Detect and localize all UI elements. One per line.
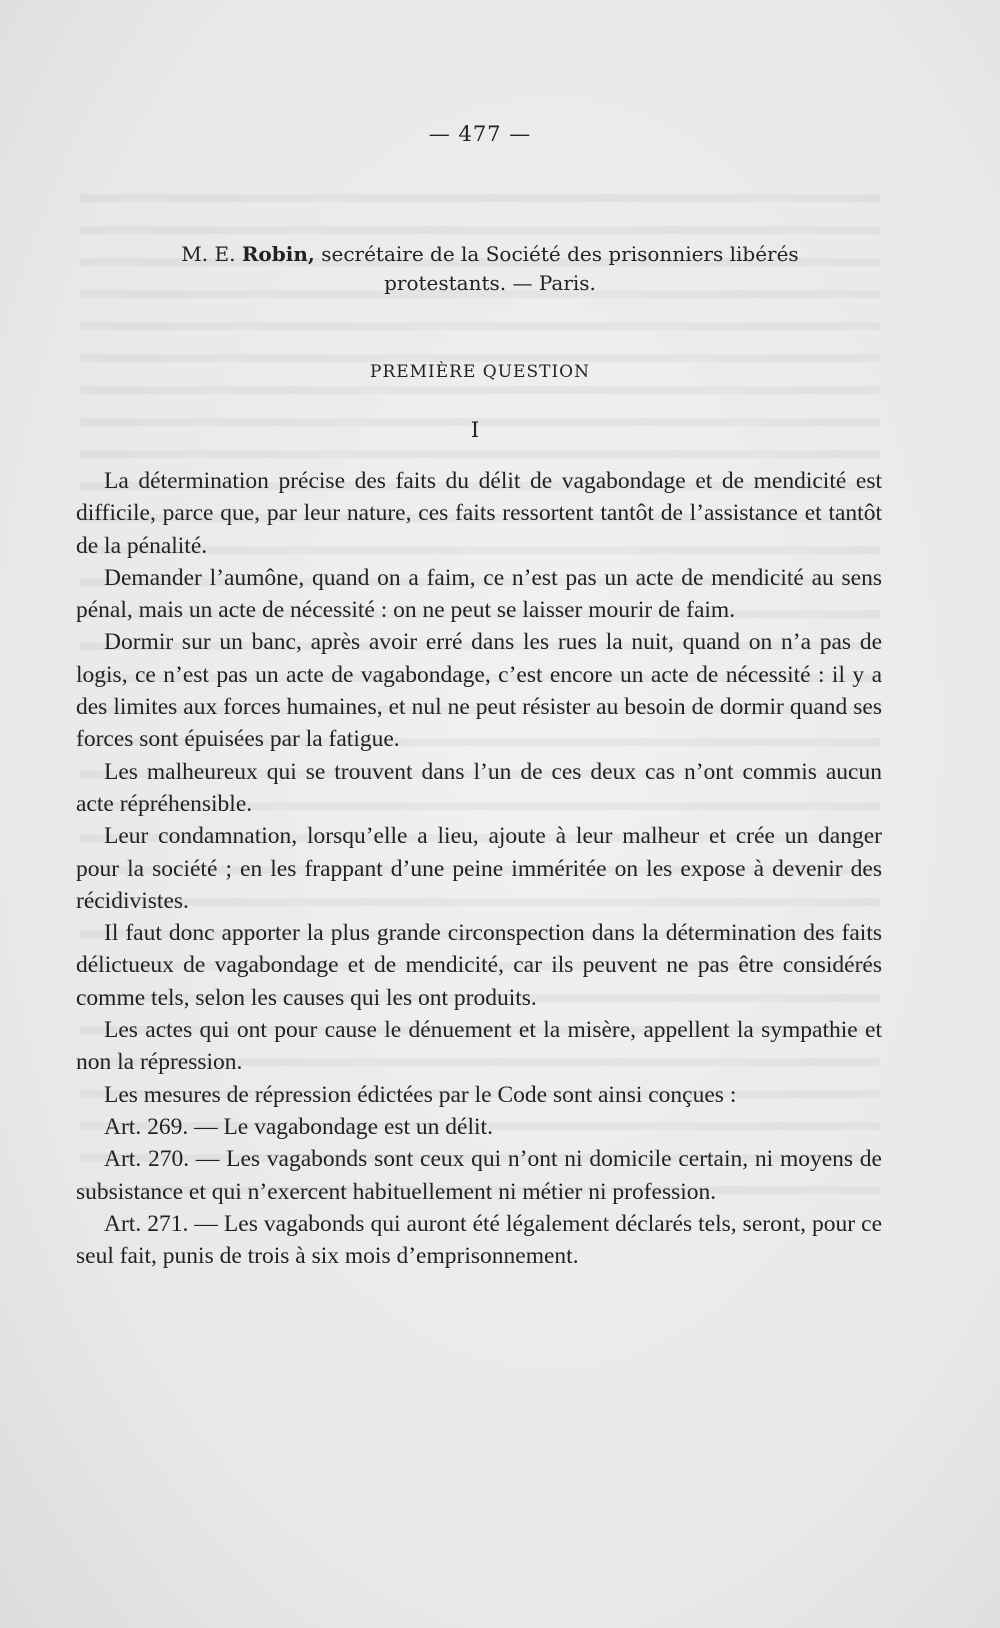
article-270: Art. 270. — Les vagabonds sont ceux qui n’ont ni domicile certain, ni moyens de subsistance et qui n’exercent habituellement ni métier ni profession.: [76, 1146, 882, 1205]
author-affiliation-line2: protestants. — Paris.: [384, 271, 596, 295]
body-text: [76, 465, 882, 1272]
paragraph: Dormir sur un banc, après avoir erré dans les rues la nuit, quand on n’a pas de logis, ce n’est pas un acte de vagabondage, c’est encore un acte de nécessité : il y a des limites aux forces humaines, et nul ne peut résister au besoin de dormir quand ses forces sont épuisées par la fatigue.: [76, 629, 882, 753]
paragraph: Demander l’aumône, quand on a faim, ce n’est pas un acte de mendicité au sens pénal, mais un acte de nécessité : on ne peut se laisser mourir de faim.: [76, 564, 882, 624]
article-271: Art. 271. — Les vagabonds qui auront été légalement déclarés tels, seront, pour ce seul fait, punis de trois à six mois d’emprisonnement.: [76, 1210, 882, 1270]
paragraph: Les mesures de répression édictées par le Code sont ainsi conçues :: [104, 1081, 737, 1108]
section-numeral: I: [470, 418, 480, 442]
article-269: Art. 269. — Le vagabondage est un délit.: [104, 1113, 493, 1140]
paragraph: Les actes qui ont pour cause le dénuement et la misère, appellent la sympathie et non la répression.: [76, 1017, 882, 1076]
author-surname: Robin,: [241, 242, 315, 266]
author-heading: [160, 240, 820, 298]
paragraph: Leur condamnation, lorsqu’elle a lieu, ajoute à leur malheur et crée un danger pour la société ; en les frappant d’une peine imméritée on les expose à devenir des récidivistes.: [76, 823, 882, 914]
page-number: — 477 —: [428, 122, 532, 146]
author-initials: M. E.: [181, 242, 236, 266]
question-title: PREMIÈRE QUESTION: [370, 362, 590, 382]
paragraph: Il faut donc apporter la plus grande circonspection dans la détermination des faits délictueux de vagabondage et de mendicité, car ils peuvent ne pas être considérés comme tels, selon les causes qui les ont produits.: [76, 920, 882, 1011]
author-affiliation-line1: secrétaire de la Société des prisonniers libérés: [321, 242, 799, 266]
paragraph: La détermination précise des faits du délit de vagabondage et de mendicité est difficile, parce que, par leur nature, ces faits ressortent tantôt de l’assistance et tantôt de la pénalité.: [76, 468, 882, 559]
paragraph: Les malheureux qui se trouvent dans l’un de ces deux cas n’ont commis aucun acte répréhensible.: [76, 758, 882, 817]
